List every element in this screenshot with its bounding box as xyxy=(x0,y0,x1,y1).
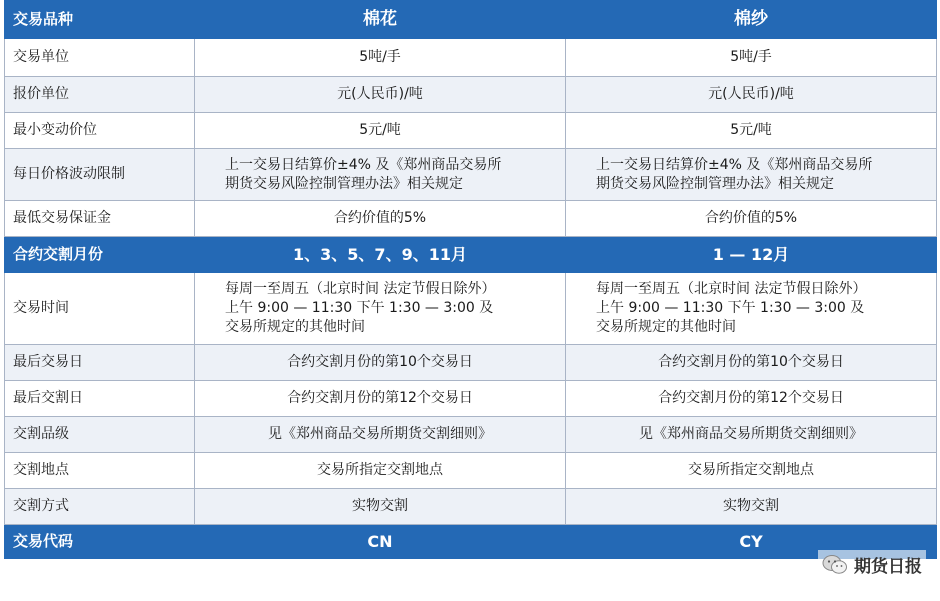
yarn-value-cell xyxy=(566,453,937,489)
cotton-value-cell xyxy=(195,525,566,559)
table-row xyxy=(5,417,937,453)
table-row xyxy=(5,77,937,113)
cotton-value-cell xyxy=(195,381,566,417)
row-label: 交易代码 xyxy=(5,525,195,559)
row-label: 交割方式 xyxy=(5,489,195,525)
cotton-value-line: 每周一至周五（北京时间 法定节假日除外） xyxy=(225,281,496,297)
table-row xyxy=(5,149,937,201)
row-label: 最小变动价位 xyxy=(5,113,195,149)
cotton-value-cell xyxy=(195,237,566,273)
yarn-value-line: 元(人民币)/吨 xyxy=(708,86,794,102)
cotton-value-cell xyxy=(195,77,566,113)
watermark-text: 期货日报 xyxy=(854,557,922,577)
yarn-value-line: 合约交割月份的第10个交易日 xyxy=(658,354,844,370)
cotton-value-cell xyxy=(195,453,566,489)
yarn-value-line: 实物交割 xyxy=(723,498,779,514)
cotton-value-cell xyxy=(195,417,566,453)
yarn-value-line: 见《郑州商品交易所期货交割细则》 xyxy=(639,426,863,442)
yarn-value-cell xyxy=(566,201,937,237)
yarn-value-cell xyxy=(566,345,937,381)
cotton-value-cell xyxy=(195,489,566,525)
wechat-icon xyxy=(822,554,848,576)
row-label: 最低交易保证金 xyxy=(5,201,195,237)
row-label: 交割品级 xyxy=(5,417,195,453)
table-row xyxy=(5,525,937,559)
yarn-value-cell xyxy=(566,273,937,345)
row-label: 每日价格波动限制 xyxy=(5,149,195,201)
cotton-value-line: 上一交易日结算价±4% 及《郑州商品交易所 xyxy=(225,156,502,173)
cotton-value-cell xyxy=(195,113,566,149)
cotton-value-line: 5吨/手 xyxy=(359,49,401,65)
yarn-value-cell xyxy=(566,417,937,453)
yarn-value-line: 上一交易日结算价±4% 及《郑州商品交易所 xyxy=(596,156,873,173)
row-label: 交易时间 xyxy=(5,273,195,345)
row-label: 报价单位 xyxy=(5,77,195,113)
cotton-value-line: 5元/吨 xyxy=(359,122,401,138)
row-label: 交割地点 xyxy=(5,453,195,489)
cotton-value-line: 元(人民币)/吨 xyxy=(337,86,423,102)
yarn-value-line: 5吨/手 xyxy=(730,49,772,65)
cotton-value-line: 实物交割 xyxy=(352,498,408,514)
row-label: 交易单位 xyxy=(5,39,195,77)
cotton-value-cell xyxy=(195,39,566,77)
table-row xyxy=(5,39,937,77)
table-row xyxy=(5,113,937,149)
cotton-value-cell xyxy=(195,201,566,237)
yarn-value-line: 5元/吨 xyxy=(730,122,772,138)
table-row xyxy=(5,381,937,417)
header-yarn: 棉纱 xyxy=(566,1,937,39)
yarn-value-cell xyxy=(566,77,937,113)
row-label: 最后交易日 xyxy=(5,345,195,381)
cotton-value-line: 期货交易风险控制管理办法》相关规定 xyxy=(225,175,463,192)
cotton-value-line: 合约交割月份的第10个交易日 xyxy=(287,354,473,370)
yarn-value-line: 交易所规定的其他时间 xyxy=(596,319,736,335)
yarn-value-cell xyxy=(566,149,937,201)
yarn-value-line: 每周一至周五（北京时间 法定节假日除外） xyxy=(596,281,867,297)
table-row xyxy=(5,201,937,237)
header-cotton: 棉花 xyxy=(195,1,566,39)
yarn-value-cell xyxy=(566,39,937,77)
row-label: 最后交割日 xyxy=(5,381,195,417)
table-row xyxy=(5,237,937,273)
yarn-value-line: 1 — 12月 xyxy=(712,245,790,264)
contract-spec-table xyxy=(4,0,937,559)
yarn-value-cell xyxy=(566,113,937,149)
yarn-value-line: CY xyxy=(739,532,763,551)
cotton-value-line: 交易所指定交割地点 xyxy=(317,462,443,478)
table-body xyxy=(5,1,937,559)
cotton-value-line: CN xyxy=(367,532,393,551)
cotton-value-line: 交易所规定的其他时间 xyxy=(225,319,365,335)
table-row xyxy=(5,489,937,525)
cotton-value-cell xyxy=(195,345,566,381)
yarn-value-cell xyxy=(566,237,937,273)
cotton-value-cell xyxy=(195,273,566,345)
cotton-value-line: 见《郑州商品交易所期货交割细则》 xyxy=(268,426,492,442)
table-row xyxy=(5,273,937,345)
watermark xyxy=(818,550,926,579)
cotton-value-cell xyxy=(195,149,566,201)
yarn-value-line: 合约价值的5% xyxy=(704,210,798,226)
contract-spec-table-container xyxy=(4,0,936,598)
table-row xyxy=(5,453,937,489)
cotton-value-line: 合约交割月份的第12个交易日 xyxy=(287,390,473,406)
yarn-value-cell xyxy=(566,489,937,525)
yarn-value-cell xyxy=(566,381,937,417)
header-row xyxy=(5,1,937,39)
cotton-value-line: 1、3、5、7、9、11月 xyxy=(293,245,467,264)
cotton-value-line: 上午 9:00 — 11:30 下午 1:30 — 3:00 及 xyxy=(225,300,494,316)
row-label: 合约交割月份 xyxy=(5,237,195,273)
table-row xyxy=(5,345,937,381)
yarn-value-line: 合约交割月份的第12个交易日 xyxy=(658,390,844,406)
cotton-value-line: 合约价值的5% xyxy=(333,210,427,226)
yarn-value-line: 期货交易风险控制管理办法》相关规定 xyxy=(596,175,834,192)
yarn-value-line: 上午 9:00 — 11:30 下午 1:30 — 3:00 及 xyxy=(596,300,865,316)
header-label: 交易品种 xyxy=(5,1,195,39)
yarn-value-line: 交易所指定交割地点 xyxy=(688,462,814,478)
